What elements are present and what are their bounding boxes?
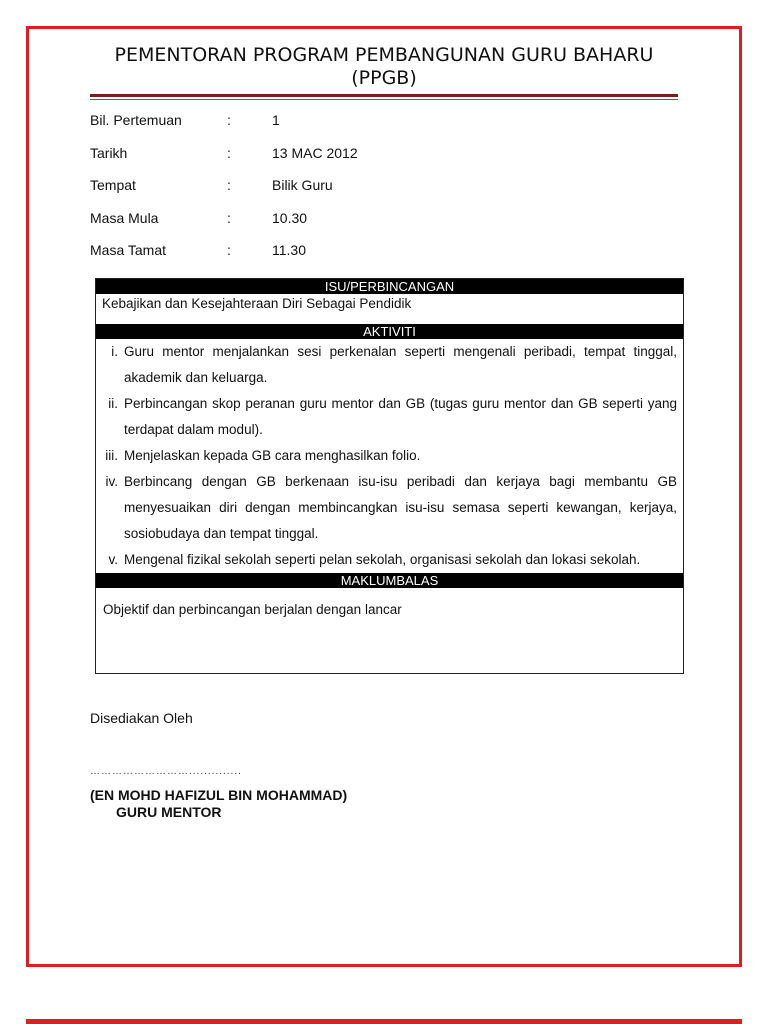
activity-number: iii. <box>105 448 118 463</box>
signature-line: ……………………….............. <box>90 766 242 777</box>
title-rule <box>90 94 678 97</box>
feedback-text: Objektif dan perbincangan berjalan dengan lancar <box>103 602 402 617</box>
meta-colon: : <box>227 177 231 193</box>
meta-value: 13 MAC 2012 <box>272 144 358 161</box>
meta-value: Bilik Guru <box>272 177 333 193</box>
feedback-header: MAKLUMBALAS <box>96 573 683 588</box>
activity-number: ii. <box>108 396 118 411</box>
meta-label: Bil. Pertemuan <box>90 112 182 128</box>
activity-item <box>96 339 677 391</box>
meta-value: 10.30 <box>272 209 308 226</box>
meta-value: 11.30 <box>272 242 306 258</box>
meta-label: Tempat <box>90 177 136 193</box>
meeting-details <box>90 112 590 275</box>
meta-row <box>90 242 590 275</box>
activity-item <box>96 547 677 573</box>
title-line-1: PEMENTORAN PROGRAM PEMBANGUNAN GURU BAHARU <box>114 44 654 66</box>
signatory-role: GURU MENTOR <box>116 804 222 820</box>
meta-value: 1 <box>272 112 280 128</box>
activity-number: v. <box>108 552 118 567</box>
meta-colon: : <box>227 112 231 128</box>
meta-row <box>90 112 590 145</box>
meta-row <box>90 177 590 210</box>
meta-colon: : <box>227 209 231 226</box>
issue-text: Kebajikan dan Kesejahteraan Diri Sebagai Pendidik <box>102 296 412 311</box>
activity-text: Berbincang dengan GB berkenaan isu-isu peribadi dan kerjaya bagi membantu GB menyesuaikan diri dengan membincangkan isu-isu semasa seperti kewangan, kerjaya, sosiobudaya dan tempat tinggal. <box>124 474 677 541</box>
activity-text: Mengenal fizikal sekolah seperti pelan sekolah, organisasi sekolah dan lokasi sekolah. <box>124 552 641 567</box>
activities-header: AKTIVITI <box>96 324 683 339</box>
activity-item <box>96 469 677 547</box>
meta-label: Masa Tamat <box>90 242 166 258</box>
meta-colon: : <box>227 242 231 258</box>
prepared-by-label: Disediakan Oleh <box>90 710 193 726</box>
document-title <box>90 44 678 90</box>
title-line-2: (PPGB) <box>351 67 417 89</box>
activity-item <box>96 391 677 443</box>
activities-list <box>96 339 683 573</box>
next-page-border <box>26 1019 742 1024</box>
activity-number: i. <box>111 344 118 359</box>
title-rule-thin <box>90 99 678 100</box>
activity-number: iv. <box>105 474 118 489</box>
minutes-table <box>95 278 684 674</box>
activity-text: Menjelaskan kepada GB cara menghasilkan folio. <box>124 448 421 463</box>
activity-text: Guru mentor menjalankan sesi perkenalan seperti mengenali peribadi, tempat tinggal, akademik dan keluarga. <box>124 344 677 385</box>
meta-row <box>90 210 590 243</box>
activity-item <box>96 443 677 469</box>
meta-label: Masa Mula <box>90 209 159 226</box>
signatory <box>90 787 347 821</box>
issue-header: ISU/PERBINCANGAN <box>96 279 683 294</box>
meta-colon: : <box>227 144 231 161</box>
meta-row <box>90 145 590 178</box>
signatory-name: (EN MOHD HAFIZUL BIN MOHAMMAD) <box>90 787 348 803</box>
activity-text: Perbincangan skop peranan guru mentor dan GB (tugas guru mentor dan GB seperti yang terdapat dalam modul). <box>124 396 677 437</box>
meta-label: Tarikh <box>90 144 128 161</box>
